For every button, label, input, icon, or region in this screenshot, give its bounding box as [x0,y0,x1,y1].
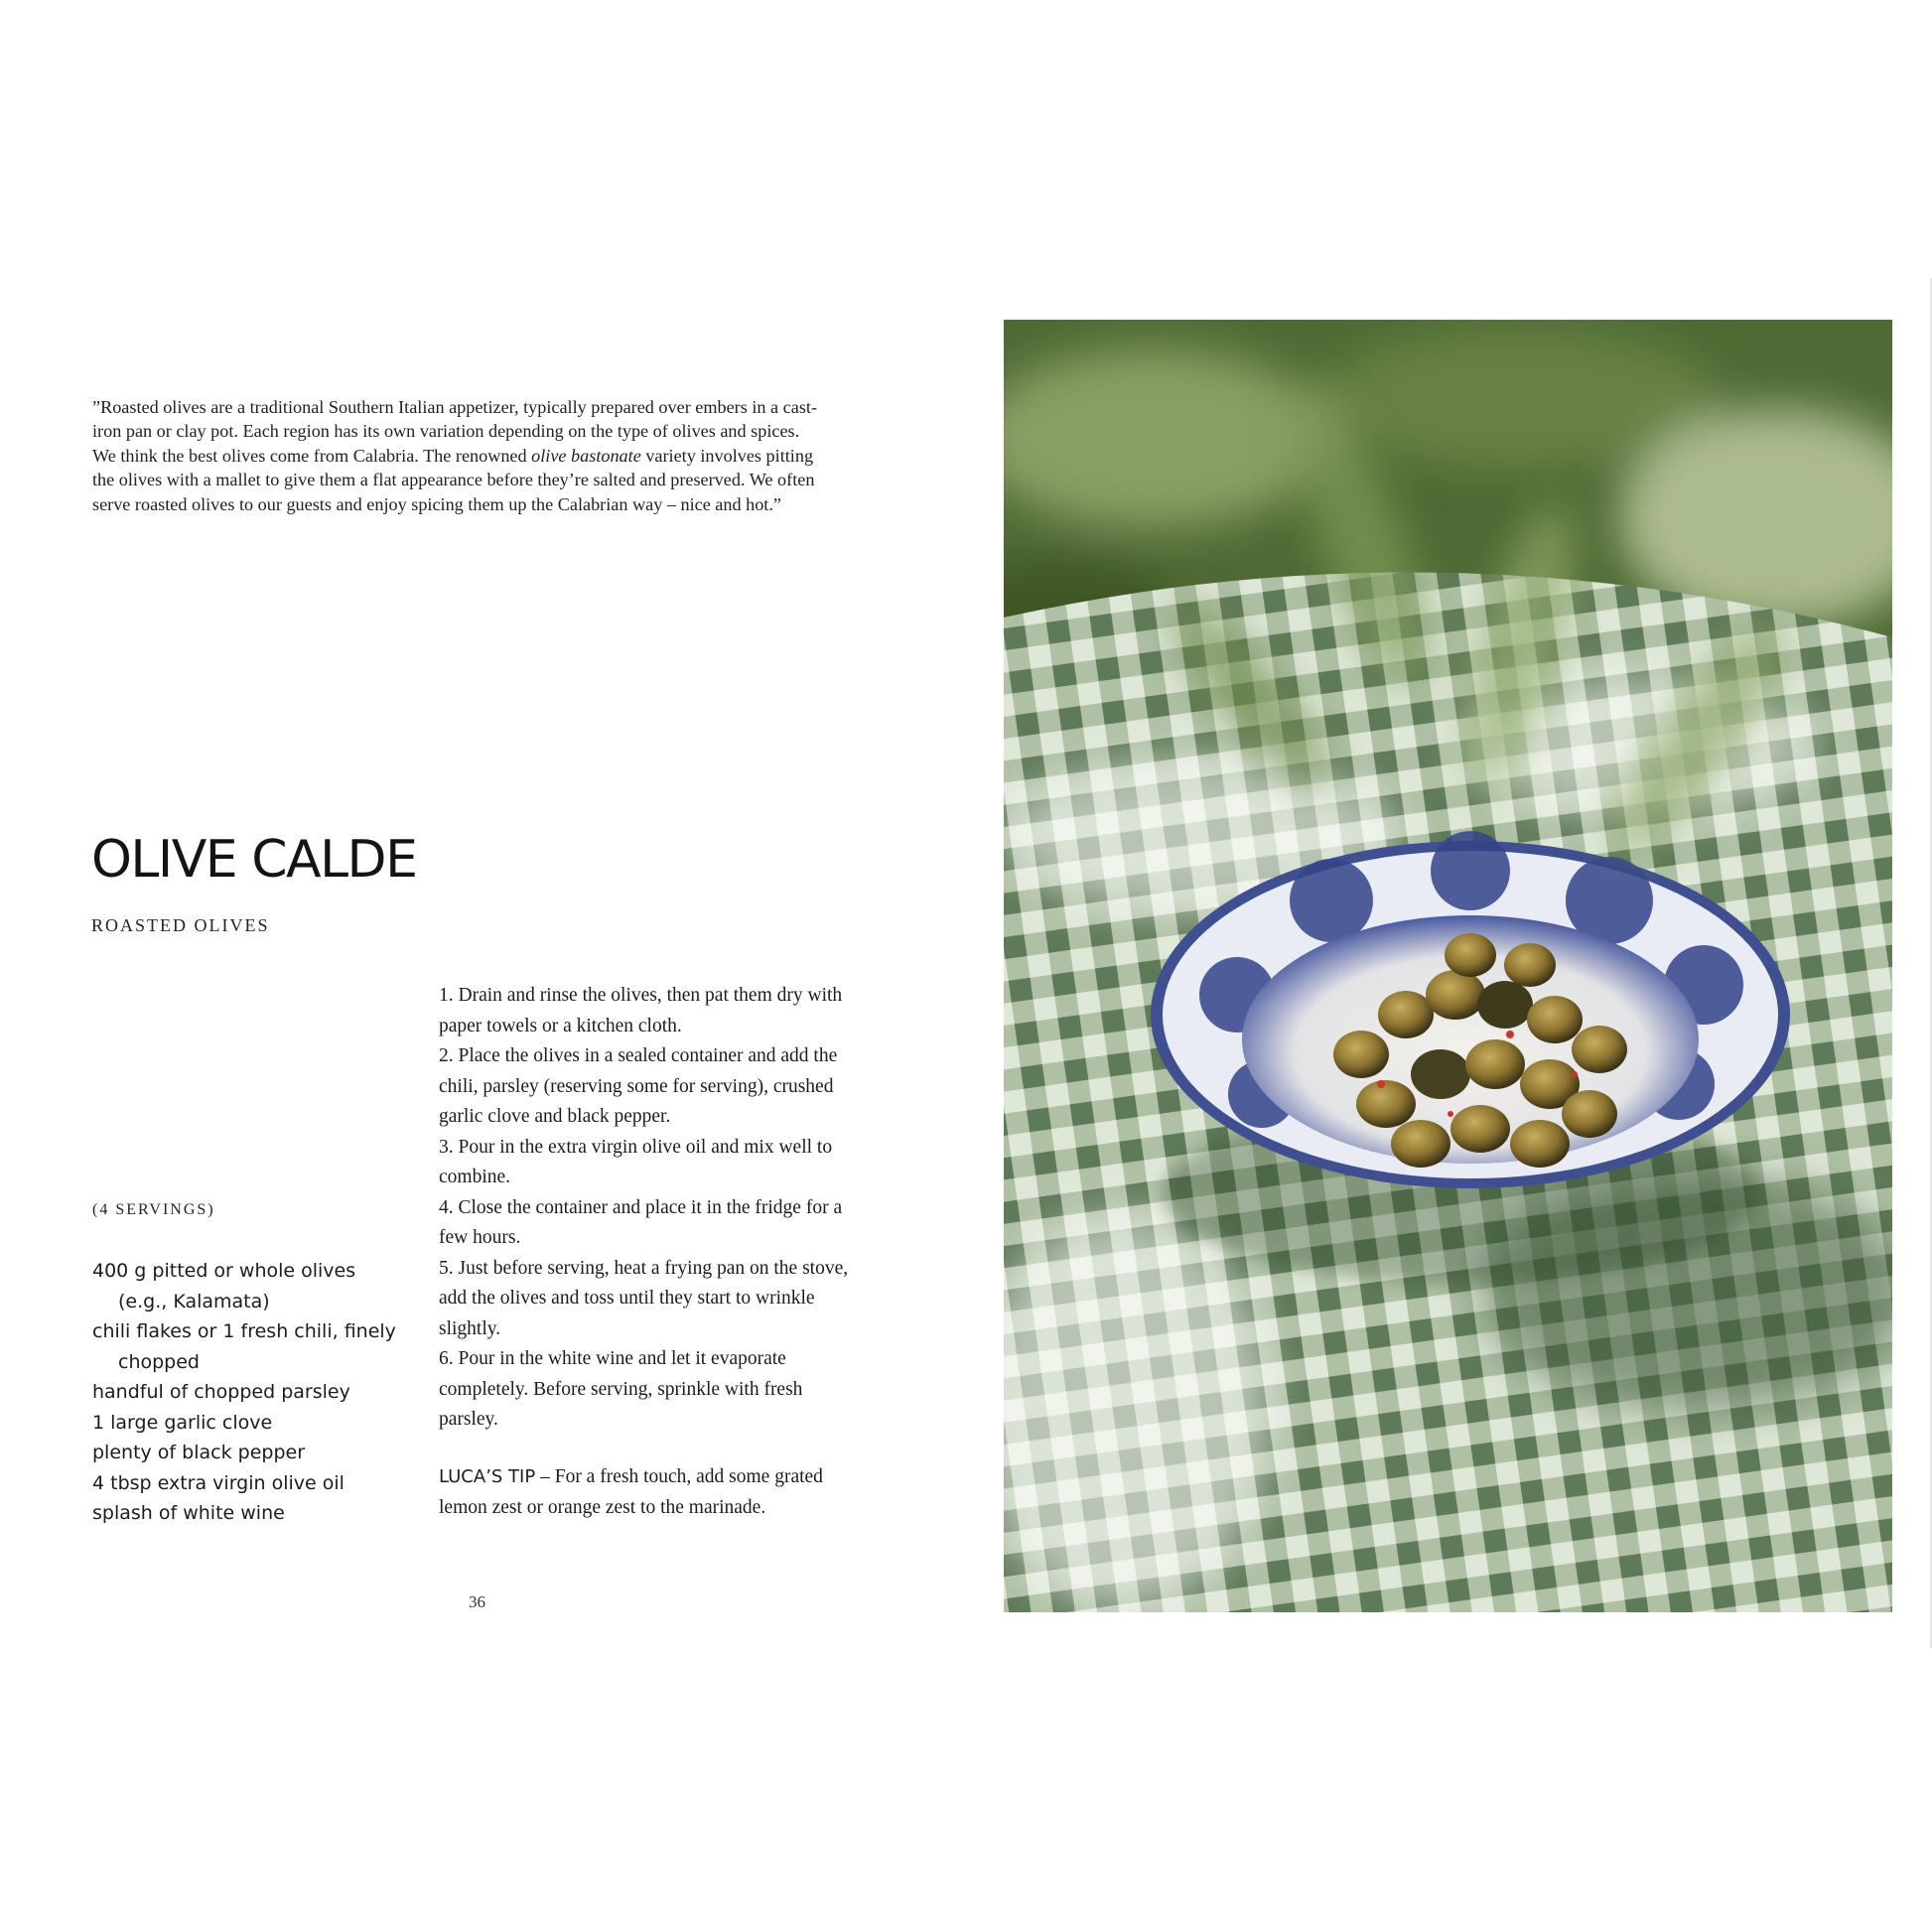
ingredient-item: 400 g pitted or whole olives (e.g., Kalamata) [92,1260,356,1312]
intro-italic-term: olive bastonate [531,445,641,466]
method-step: 1. Drain and rinse the olives, then pat them dry with paper towels or a kitchen cloth. [439,985,843,1036]
intro-text-part2: variety involves pitting the olives with a mallet to give them a flat appearance before they’re salted and preserved. We often serve roasted olives to our guests and enjoy spicing them up the Calabrian way – nice and hot.” [92,445,815,514]
ingredient-item: chili flakes or 1 fresh chili, finely chopped [92,1320,396,1373]
recipe-title: OLIVE CALDE [91,830,417,890]
page-number: 36 [469,1592,485,1611]
left-page [0,0,953,1932]
method-step: 3. Pour in the extra virgin olive oil and mix well to combine. [439,1136,833,1187]
ingredient-item: plenty of black pepper [92,1442,306,1463]
intro-text-part1: ”Roasted olives are a traditional Southern Italian appetizer, typically prepared over embers in a cast-iron pan or clay pot. Each region has its own variation depending on the type of olives and spices. We think the best olives come from Calabria. The renowned [92,397,818,466]
method-step: 6. Pour in the white wine and let it evaporate completely. Before serving, sprinkle with fresh parsley. [439,1348,803,1430]
ingredient-item: splash of white wine [92,1502,285,1524]
method-step: 2. Place the olives in a sealed container and add the chili, parsley (reserving some for serving), crushed garlic clove and black pepper. [439,1045,838,1127]
tip-label: LUCA’S TIP [439,1466,536,1487]
method-steps [439,981,856,1436]
ingredient-item: 4 tbsp extra virgin olive oil [92,1471,345,1494]
recipe-subtitle: ROASTED OLIVES [91,915,270,935]
ingredients-list [92,1256,410,1529]
servings-label: (4 SERVINGS) [92,1201,215,1218]
olives-photo [1004,320,1892,1612]
chef-tip [439,1462,856,1523]
ingredient-item: 1 large garlic clove [92,1411,273,1434]
olives-bowl-illustration [1004,320,1892,1612]
method-step: 5. Just before serving, heat a frying pan on the stove, add the olives and toss until they start to wrinkle slightly. [439,1257,849,1339]
ingredient-item: handful of chopped parsley [92,1381,350,1403]
intro-quote [92,395,817,516]
method-step: 4. Close the container and place it in the fridge for a few hours. [439,1196,843,1248]
tip-text: – For a fresh touch, add some grated lemon zest or orange zest to the marinade. [439,1466,823,1518]
